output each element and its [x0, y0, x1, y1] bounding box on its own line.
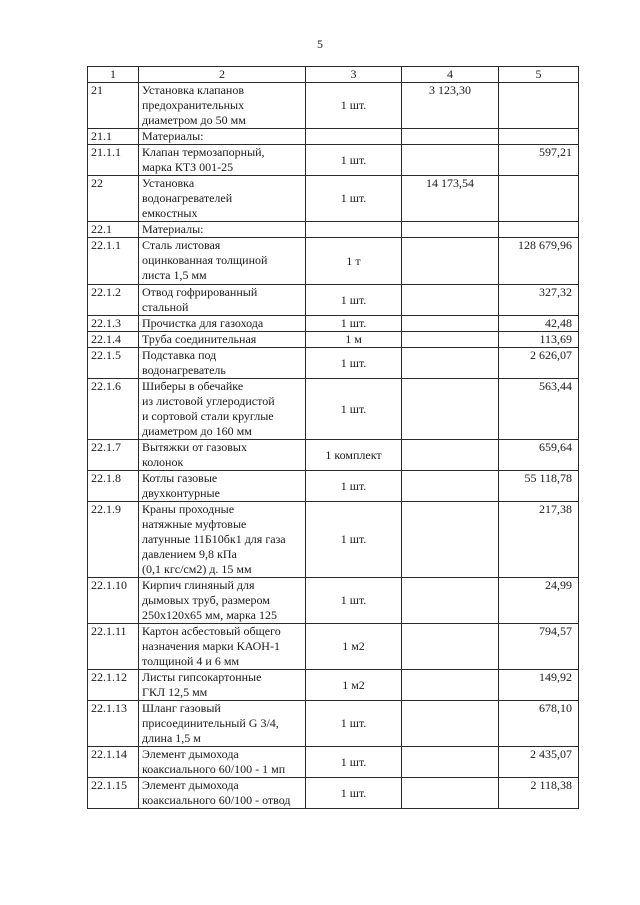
unit-cell: 1 т — [306, 238, 402, 285]
total-cost-cell — [402, 578, 499, 624]
item-number-cell: 22.1.8 — [88, 471, 139, 502]
unit-price-cell — [499, 176, 579, 222]
item-number-cell: 22.1.5 — [88, 348, 139, 379]
unit-price-cell: 2 626,07 — [499, 348, 579, 379]
total-cost-cell — [402, 624, 499, 670]
item-name-cell — [139, 670, 306, 701]
unit-price-cell: 678,10 — [499, 701, 579, 747]
item-number-cell: 22.1.10 — [88, 578, 139, 624]
unit-price-cell: 24,99 — [499, 578, 579, 624]
table-row — [88, 670, 579, 701]
unit-cell: 1 шт. — [306, 747, 402, 778]
item-name-cell — [139, 502, 306, 578]
item-name-line: двухконтурные — [142, 486, 220, 500]
total-cost-cell — [402, 379, 499, 440]
item-name-line: Клапан термозапорный, — [142, 145, 265, 159]
item-name-cell — [139, 316, 306, 332]
item-name-cell — [139, 471, 306, 502]
item-name-line: Отвод гофрированный — [142, 285, 258, 299]
unit-price-cell: 563,44 — [499, 379, 579, 440]
item-number-cell: 22.1.4 — [88, 332, 139, 348]
table-row — [88, 222, 579, 238]
table-row — [88, 348, 579, 379]
table-header-row — [88, 67, 579, 83]
item-name-line: водонагреватель — [142, 363, 226, 377]
item-name-cell — [139, 747, 306, 778]
materials-table — [87, 66, 579, 809]
unit-cell: 1 шт. — [306, 578, 402, 624]
total-cost-cell: 14 173,54 — [402, 176, 499, 222]
total-cost-cell — [402, 129, 499, 145]
item-name-cell — [139, 129, 306, 145]
item-name-cell — [139, 176, 306, 222]
unit-cell: 1 м2 — [306, 624, 402, 670]
item-number-cell: 22.1.13 — [88, 701, 139, 747]
item-name-line: давлением 9,8 кПа — [142, 547, 237, 561]
item-name-line: диаметром до 50 мм — [142, 113, 246, 127]
unit-price-cell: 2 118,38 — [499, 778, 579, 809]
unit-cell: 1 шт. — [306, 176, 402, 222]
item-number-cell: 22.1.9 — [88, 502, 139, 578]
item-name-line: натяжные муфтовые — [142, 517, 247, 531]
item-name-line: оцинкованная толщиной — [142, 253, 268, 267]
total-cost-cell — [402, 332, 499, 348]
item-name-line: Подставка под — [142, 348, 217, 362]
item-name-cell — [139, 285, 306, 316]
unit-cell: 1 шт. — [306, 316, 402, 332]
unit-price-cell — [499, 129, 579, 145]
total-cost-cell — [402, 348, 499, 379]
item-number-cell: 22.1.11 — [88, 624, 139, 670]
table-row — [88, 747, 579, 778]
item-name-line: ГКЛ 12,5 мм — [142, 685, 208, 699]
item-name-line: емкостных — [142, 206, 198, 220]
unit-cell: 1 шт. — [306, 348, 402, 379]
page-number: 5 — [317, 37, 323, 51]
unit-price-cell: 327,32 — [499, 285, 579, 316]
total-cost-cell — [402, 701, 499, 747]
table-row — [88, 129, 579, 145]
item-name-cell — [139, 379, 306, 440]
item-number-cell: 21 — [88, 83, 139, 129]
item-number-cell: 22.1 — [88, 222, 139, 238]
total-cost-cell — [402, 285, 499, 316]
item-name-line: Листы гипсокартонные — [142, 670, 262, 684]
table-row — [88, 379, 579, 440]
item-name-line: колонок — [142, 455, 184, 469]
header-cell: 5 — [499, 67, 579, 83]
unit-price-cell: 794,57 — [499, 624, 579, 670]
table-row — [88, 502, 579, 578]
item-number-cell: 22.1.1 — [88, 238, 139, 285]
total-cost-cell — [402, 747, 499, 778]
item-name-line: Шиберы в обечайке — [142, 379, 244, 393]
unit-price-cell: 659,64 — [499, 440, 579, 471]
item-name-line: водонагревателей — [142, 191, 233, 205]
table-row — [88, 238, 579, 285]
item-name-line: листа 1,5 мм — [142, 268, 207, 282]
item-name-line: марка КТЗ 001-25 — [142, 160, 234, 174]
item-number-cell: 21.1 — [88, 129, 139, 145]
unit-price-cell: 217,38 — [499, 502, 579, 578]
item-name-line: присоединительный G 3/4, — [142, 716, 279, 730]
item-name-line: (0,1 кгс/см2) д. 15 мм — [142, 562, 252, 576]
unit-cell: 1 м — [306, 332, 402, 348]
item-name-line: Краны проходные — [142, 502, 235, 516]
item-name-line: длина 1,5 м — [142, 731, 201, 745]
unit-price-cell: 149,92 — [499, 670, 579, 701]
item-name-line: латунные 11Б10бк1 для газа — [142, 532, 286, 546]
item-name-line: Элемент дымохода — [142, 747, 239, 761]
total-cost-cell — [402, 778, 499, 809]
unit-price-cell: 2 435,07 — [499, 747, 579, 778]
item-name-line: Шланг газовый — [142, 701, 221, 715]
table-row — [88, 471, 579, 502]
unit-cell: 1 шт. — [306, 285, 402, 316]
item-name-line: толщиной 4 и 6 мм — [142, 654, 240, 668]
item-name-cell — [139, 624, 306, 670]
total-cost-cell — [402, 471, 499, 502]
item-name-line: назначения марки КАОН-1 — [142, 639, 280, 653]
item-number-cell: 22.1.2 — [88, 285, 139, 316]
table-row — [88, 701, 579, 747]
unit-price-cell: 55 118,78 — [499, 471, 579, 502]
table-row — [88, 176, 579, 222]
total-cost-cell — [402, 222, 499, 238]
item-name-line: из листовой углеродистой — [142, 394, 275, 408]
item-name-cell — [139, 222, 306, 238]
header-cell: 4 — [402, 67, 499, 83]
item-number-cell: 22.1.15 — [88, 778, 139, 809]
total-cost-cell — [402, 670, 499, 701]
item-name-line: предохранительных — [142, 98, 245, 112]
table-row — [88, 778, 579, 809]
total-cost-cell — [402, 238, 499, 285]
item-number-cell: 22.1.3 — [88, 316, 139, 332]
unit-cell: 1 шт. — [306, 83, 402, 129]
item-name-cell — [139, 778, 306, 809]
item-name-line: Элемент дымохода — [142, 778, 239, 792]
item-name-cell — [139, 440, 306, 471]
header-cell: 3 — [306, 67, 402, 83]
item-name-cell — [139, 83, 306, 129]
item-name-line: Установка — [142, 176, 195, 190]
unit-cell: 1 шт. — [306, 379, 402, 440]
total-cost-cell — [402, 440, 499, 471]
item-name-cell — [139, 238, 306, 285]
unit-cell: 1 шт. — [306, 778, 402, 809]
table-row — [88, 316, 579, 332]
table-row — [88, 145, 579, 176]
unit-price-cell: 597,21 — [499, 145, 579, 176]
table-row — [88, 332, 579, 348]
item-name-line: Сталь листовая — [142, 238, 221, 252]
item-name-cell — [139, 578, 306, 624]
item-name-cell — [139, 332, 306, 348]
item-number-cell: 22.1.7 — [88, 440, 139, 471]
unit-price-cell — [499, 222, 579, 238]
item-name-line: коаксиального 60/100 - 1 мп — [142, 762, 286, 776]
unit-cell: 1 шт. — [306, 471, 402, 502]
table-row — [88, 624, 579, 670]
item-name-line: диаметром до 160 мм — [142, 424, 252, 438]
item-name-cell — [139, 145, 306, 176]
unit-cell: 1 шт. — [306, 502, 402, 578]
unit-cell — [306, 129, 402, 145]
unit-cell: 1 комплект — [306, 440, 402, 471]
item-name-line: Котлы газовые — [142, 471, 218, 485]
item-name-line: коаксиального 60/100 - отвод — [142, 793, 291, 807]
table-row — [88, 440, 579, 471]
table-row — [88, 578, 579, 624]
item-number-cell: 22 — [88, 176, 139, 222]
item-name-line: Прочистка для газохода — [142, 316, 264, 330]
item-name-line: стальной — [142, 300, 189, 314]
unit-cell: 1 м2 — [306, 670, 402, 701]
item-name-line: Материалы: — [142, 129, 204, 143]
total-cost-cell: 3 123,30 — [402, 83, 499, 129]
item-name-cell — [139, 701, 306, 747]
item-name-line: Вытяжки от газовых — [142, 440, 247, 454]
item-name-line: Кирпич глиняный для — [142, 578, 255, 592]
item-name-line: Труба соединительная — [142, 332, 257, 346]
item-number-cell: 22.1.6 — [88, 379, 139, 440]
header-cell: 2 — [139, 67, 306, 83]
unit-price-cell: 42,48 — [499, 316, 579, 332]
unit-cell: 1 шт. — [306, 145, 402, 176]
table-row — [88, 83, 579, 129]
header-cell: 1 — [88, 67, 139, 83]
item-number-cell: 22.1.12 — [88, 670, 139, 701]
unit-price-cell: 128 679,96 — [499, 238, 579, 285]
unit-price-cell: 113,69 — [499, 332, 579, 348]
item-name-line: 250x120x65 мм, марка 125 — [142, 608, 277, 622]
total-cost-cell — [402, 316, 499, 332]
total-cost-cell — [402, 502, 499, 578]
item-name-line: дымовых труб, размером — [142, 593, 270, 607]
unit-cell: 1 шт. — [306, 701, 402, 747]
item-name-line: Установка клапанов — [142, 83, 244, 97]
item-name-line: Материалы: — [142, 222, 204, 236]
total-cost-cell — [402, 145, 499, 176]
item-name-line: Картон асбестовый общего — [142, 624, 281, 638]
table-row — [88, 285, 579, 316]
unit-cell — [306, 222, 402, 238]
item-name-cell — [139, 348, 306, 379]
item-number-cell: 22.1.14 — [88, 747, 139, 778]
item-number-cell: 21.1.1 — [88, 145, 139, 176]
item-name-line: и сортовой стали круглые — [142, 409, 274, 423]
unit-price-cell — [499, 83, 579, 129]
